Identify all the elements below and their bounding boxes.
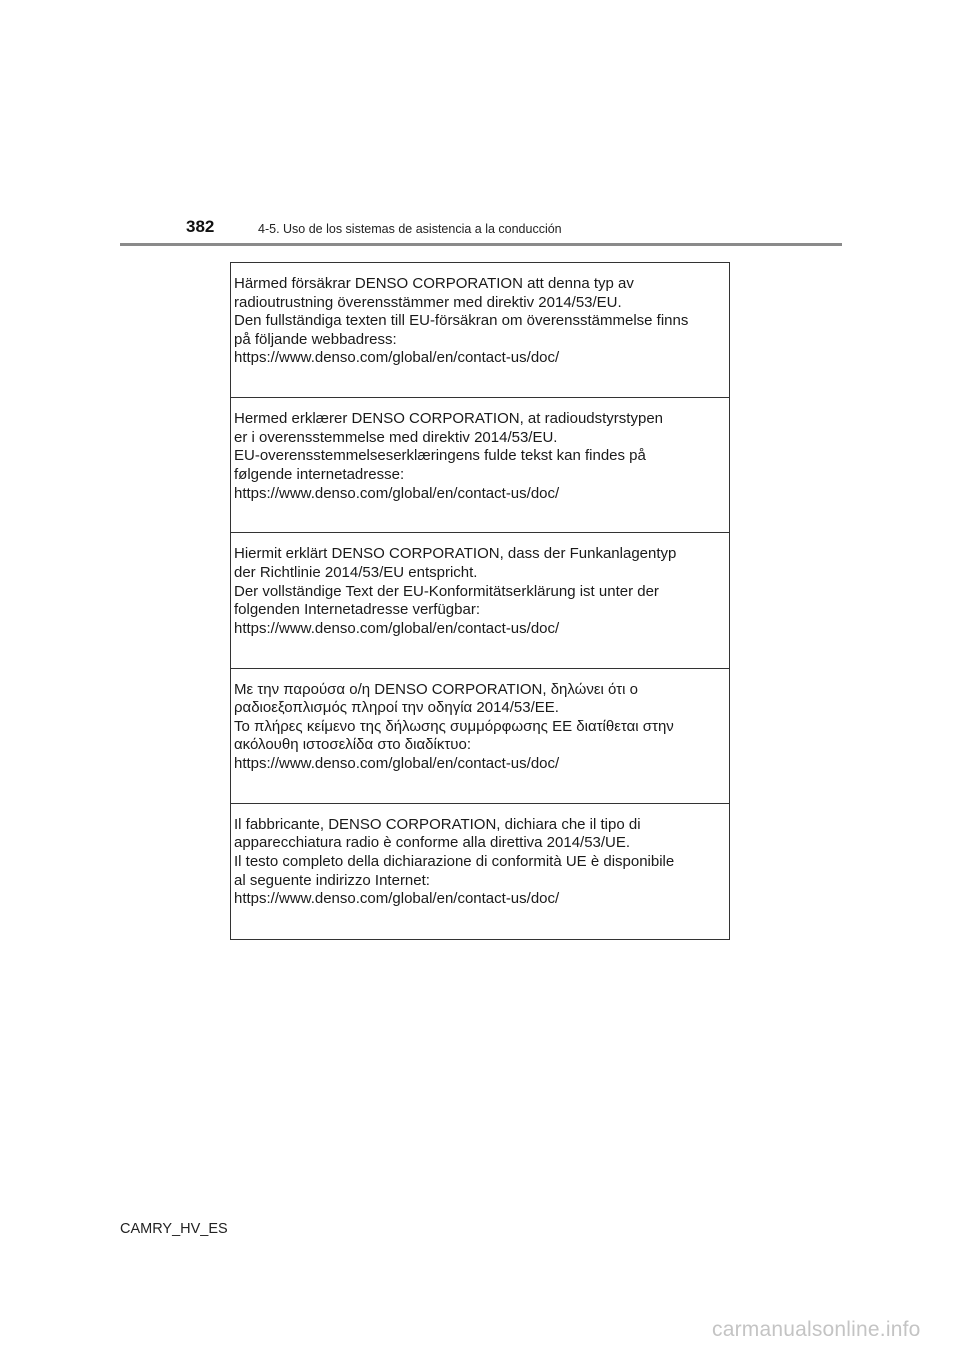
declaration-url: https://www.denso.com/global/en/contact-us/doc/	[234, 619, 560, 637]
declaration-line: folgenden Internetadresse verfügbar:	[234, 601, 480, 619]
declaration-line: al seguente indirizzo Internet:	[234, 871, 430, 889]
header-rule	[120, 243, 842, 246]
declaration-line: Il testo completo della dichiarazione di conformità UE è disponibile	[234, 852, 675, 870]
declaration-url: https://www.denso.com/global/en/contact-us/doc/	[234, 890, 560, 908]
declaration-line: radioutrustning överensstämmer med direktiv 2014/53/EU.	[234, 293, 622, 311]
declaration-table	[230, 262, 730, 940]
page-number: 382	[186, 217, 215, 236]
declaration-line: er i overensstemmelse med direktiv 2014/53/EU.	[234, 428, 558, 446]
declaration-line: EU-overensstemmelseserklæringens fulde tekst kan findes på	[234, 447, 646, 465]
declaration-line: på följande webbadress:	[234, 330, 397, 348]
declaration-line: Den fullständiga texten till EU-försäkran om överensstämmelse finns	[234, 312, 689, 330]
declaration-line: apparecchiatura radio è conforme alla direttiva 2014/53/UE.	[234, 834, 631, 852]
section-title: 4-5. Uso de los sistemas de asistencia a la conducción	[258, 222, 562, 236]
declaration-line: Hermed erklærer DENSO CORPORATION, at radioudstyrstypen	[234, 410, 664, 428]
model-code: CAMRY_HV_ES	[120, 1221, 228, 1237]
declaration-line: Der vollständige Text der EU-Konformitätserklärung ist unter der	[234, 582, 659, 600]
declaration-line: Το πλήρες κείμενο της δήλωσης συμμόρφωσης ΕΕ διατίθεται στην	[234, 717, 674, 735]
declaration-line: ακόλουθη ιστοσελίδα στο διαδίκτυο:	[234, 736, 471, 754]
declaration-danish	[231, 398, 729, 533]
declaration-line: Il fabbricante, DENSO CORPORATION, dichiara che il tipo di	[234, 815, 641, 833]
declaration-url: https://www.denso.com/global/en/contact-us/doc/	[234, 754, 560, 772]
declaration-swedish	[231, 263, 729, 398]
declaration-greek	[231, 669, 729, 804]
declaration-line: der Richtlinie 2014/53/EU entspricht.	[234, 563, 478, 581]
declaration-line: ραδιοεξοπλισμός πληροί την οδηγία 2014/53/ΕΕ.	[234, 699, 559, 717]
declaration-line: Härmed försäkrar DENSO CORPORATION att denna typ av	[234, 275, 634, 292]
declaration-url: https://www.denso.com/global/en/contact-us/doc/	[234, 349, 560, 367]
declaration-line: Hiermit erklärt DENSO CORPORATION, dass der Funkanlagentyp	[234, 545, 677, 563]
watermark: carmanualsonline.info	[712, 1318, 921, 1341]
declaration-line: følgende internetadresse:	[234, 465, 405, 483]
declaration-line: Με την παρούσα ο/η DENSO CORPORATION, δηλώνει ότι ο	[234, 680, 638, 698]
declaration-german	[231, 533, 729, 668]
declaration-url: https://www.denso.com/global/en/contact-us/doc/	[234, 484, 560, 502]
declaration-italian	[231, 804, 729, 939]
